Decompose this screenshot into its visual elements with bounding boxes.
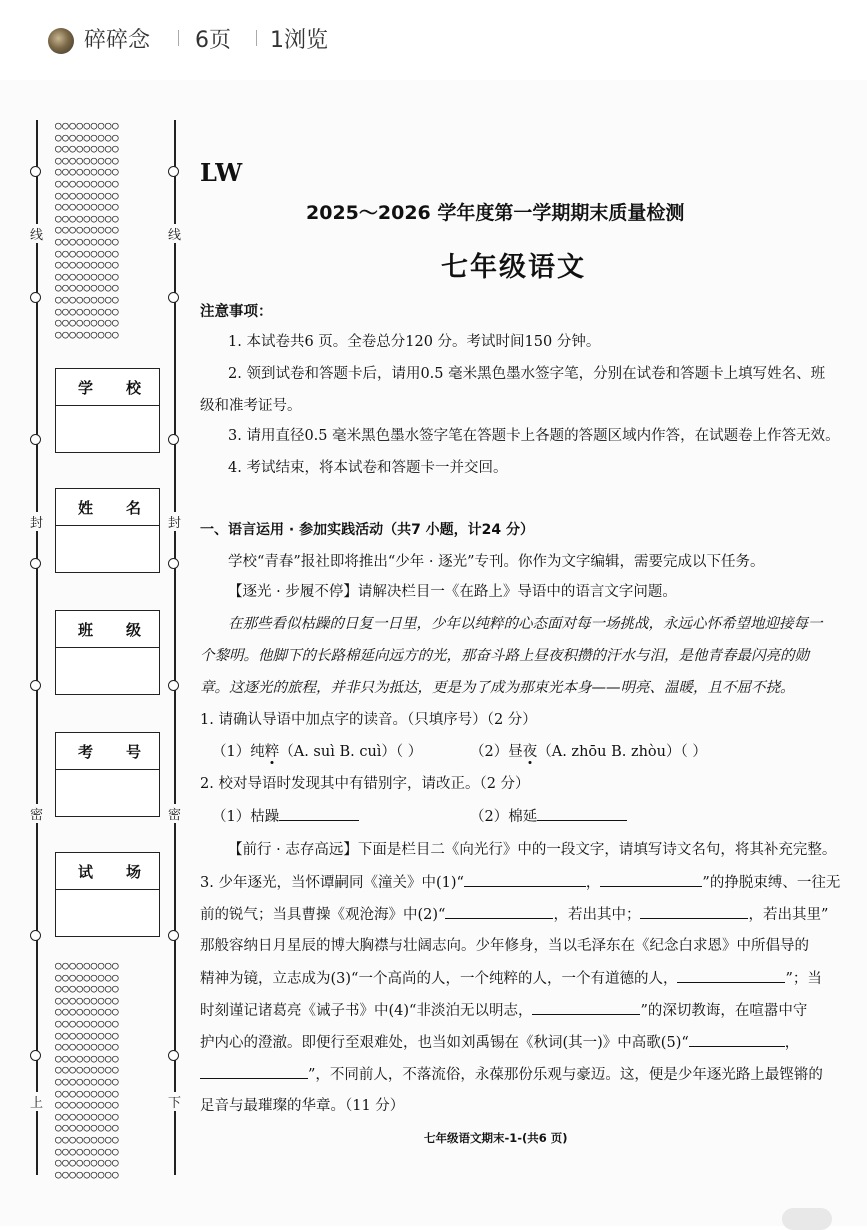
answer-blank[interactable] — [640, 904, 748, 919]
line-label-right: 线 — [168, 224, 181, 243]
q-text: ”的深切教诲，在喧嚣中守 — [640, 1003, 808, 1019]
q-text: （1）纯 — [212, 744, 265, 760]
q-text: 护内心的澄澈。即便行至艰难处，也当如刘禹锡在《秋词(其一)》中高歌(5)“ — [200, 1035, 689, 1051]
binding-circle — [168, 292, 179, 303]
exam-room-box — [55, 852, 160, 937]
answer-blank[interactable] — [464, 872, 586, 887]
subject-title: 七年级语文 — [441, 252, 586, 283]
question-2-part-2 — [470, 806, 627, 827]
field-label: 姓 — [78, 498, 94, 517]
notice-item: 级和准考证号。 — [200, 398, 302, 414]
task-heading: 【逐光 · 步履不停】请解决栏目一《在路上》导语中的语言文字问题。 — [228, 584, 677, 600]
binding-line-left — [36, 120, 38, 1175]
passage-line: 个黎明。他脚下的长路棉延向远方的光，那奋斗路上昼夜积攒的汗水与泪，是他青春最闪亮的勋 — [200, 648, 809, 664]
answer-blank[interactable] — [200, 1064, 308, 1079]
binding-circle — [30, 558, 41, 569]
q-text: 时刻谨记诸葛亮《诫子书》中(4)“非淡泊无以明志， — [200, 1003, 533, 1019]
field-label: 班 — [78, 620, 94, 639]
question-1-part-2 — [470, 742, 707, 762]
divider — [256, 30, 257, 46]
binding-line-right — [174, 120, 176, 1175]
question-3-line — [200, 1064, 823, 1085]
q-text: 精神为镜，立志成为(3)“一个高尚的人，一个纯粹的人，一个有道德的人， — [200, 971, 678, 987]
q-text: ，若出其里” — [748, 907, 829, 923]
answer-blank[interactable] — [532, 1000, 640, 1015]
q-text: ”的挣脱束缚、一往无 — [702, 875, 841, 891]
view-count: 1浏览 — [270, 28, 328, 53]
dot-pattern-bottom: ○○○○○○○○○ ○○○○○○○○○ ○○○○○○○○○ ○○○○○○○○○ ○○○○○○○○○ ○○○○○○○○○ ○○○○○○○○○ ○○○○○○○○○ ○○○○○○○○○ ○○○○○○○○○ ○○○○○○○○○ ○○○○○○○○○ ○○○○○○○○○ ○○○○○○○○○ ○○○○○○○○○ ○○○○○○○○○ ○○○○○○○○○ ○○○○○○○○○ ○○○○○○○○○ — [55, 959, 120, 1181]
q-text: 前的锐气；当具曹操《观沧海》中(2)“ — [200, 907, 446, 923]
exam-number-box — [55, 732, 160, 817]
answer-blank[interactable] — [279, 806, 359, 821]
q-text: 3. 少年逐光，当怀谭嗣同《潼关》中(1)“ — [200, 875, 464, 891]
exam-room-input[interactable] — [56, 890, 159, 936]
question-3-line — [200, 936, 809, 956]
seal-label-left: 封 — [30, 512, 43, 531]
q-text: 足音与最璀璨的华章。（11 分） — [200, 1098, 405, 1114]
question-1-part-1 — [212, 742, 422, 762]
answer-blank[interactable] — [677, 968, 785, 983]
exam-number-input[interactable] — [56, 770, 159, 816]
class-input[interactable] — [56, 648, 159, 694]
up-label: 上 — [30, 1092, 43, 1111]
question-2-part-1 — [212, 806, 359, 827]
q-text: 那般容纳日月星辰的博大胸襟与壮阔志向。少年修身，当以毛泽东在《纪念白求恩》中所倡导的 — [200, 938, 809, 954]
line-label-left: 线 — [30, 224, 43, 243]
question-3-line — [200, 904, 828, 925]
q-text: ”，不同前人，不落流俗，永葆那份乐观与豪迈。这，便是少年逐光路上最铿锵的 — [308, 1067, 823, 1083]
question-3-line — [200, 872, 840, 893]
question-2: 2. 校对导语时发现其中有错别字，请改正。（2 分） — [200, 776, 530, 792]
divider — [178, 30, 179, 46]
user-name[interactable]: 碎碎念 — [84, 28, 151, 53]
binding-circle — [30, 292, 41, 303]
question-3-line — [200, 968, 822, 989]
answer-blank[interactable] — [600, 872, 702, 887]
field-label: 考 — [78, 742, 94, 761]
q-text: （2）棉延 — [470, 809, 538, 825]
question-3-line — [200, 1096, 404, 1116]
down-label: 下 — [168, 1092, 181, 1111]
secret-label-left: 密 — [30, 804, 43, 823]
page-count: 6页 — [195, 28, 231, 53]
dot-pattern-top: ○○○○○○○○○ ○○○○○○○○○ ○○○○○○○○○ ○○○○○○○○○ ○○○○○○○○○ ○○○○○○○○○ ○○○○○○○○○ ○○○○○○○○○ ○○○○○○○○○ ○○○○○○○○○ ○○○○○○○○○ ○○○○○○○○○ ○○○○○○○○○ ○○○○○○○○○ ○○○○○○○○○ ○○○○○○○○○ ○○○○○○○○○ ○○○○○○○○○ ○○○○○○○○○ — [55, 119, 120, 341]
exam-title: 2025～2026 学年度第一学期期末质量检测 — [306, 202, 685, 224]
q-text: ， — [784, 1035, 800, 1051]
passage-line: 在那些看似枯躁的日复一日里，少年以纯粹的心态面对每一场挑战，永远心怀希望地迎接每一 — [228, 616, 823, 632]
binding-circle — [30, 166, 41, 177]
notice-item: 2. 领到试卷和答题卡后，请用0.5 毫米黑色墨水签字笔，分别在试卷和答题卡上填写姓名、班 — [228, 366, 826, 382]
binding-circle — [168, 166, 179, 177]
binding-circle — [30, 1050, 41, 1061]
binding-circle — [168, 558, 179, 569]
page-footer: 七年级语文期末-1-(共6 页) — [424, 1131, 568, 1145]
dotted-char: 粹 — [264, 744, 280, 760]
q-text: ， — [585, 875, 601, 891]
field-label: 号 — [125, 742, 141, 761]
intro-text: 学校“青春”报社即将推出“少年 · 逐光”专刊。你作为文字编辑，需要完成以下任务。 — [228, 554, 765, 570]
binding-circle — [30, 434, 41, 445]
q-text: （1）枯躁 — [212, 809, 280, 825]
name-box — [55, 488, 160, 573]
field-label: 试 — [78, 862, 94, 881]
question-3-line — [200, 1000, 807, 1021]
floating-button[interactable] — [782, 1208, 832, 1230]
question-1: 1. 请确认导语中加点字的读音。（只填序号）（2 分） — [200, 712, 537, 728]
binding-circle — [30, 930, 41, 941]
q-text: （2）昼 — [470, 744, 523, 760]
question-3-line — [200, 1032, 799, 1053]
answer-blank[interactable] — [537, 806, 627, 821]
notice-item: 3. 请用直径0.5 毫米黑色墨水签字笔在答题卡上各题的答题区域内作答，在试题卷上作答无效。 — [228, 428, 840, 444]
answer-blank[interactable] — [689, 1032, 785, 1047]
q-text: ，若出其中； — [553, 907, 641, 923]
binding-circle — [30, 680, 41, 691]
notice-item: 4. 考试结束，将本试卷和答题卡一并交回。 — [228, 460, 508, 476]
exam-paper — [0, 80, 867, 1226]
answer-blank[interactable] — [445, 904, 553, 919]
q-text[interactable]: （A. suì B. cuì）（ ） — [279, 744, 423, 760]
secret-label-right: 密 — [168, 804, 181, 823]
q-text: ”；当 — [785, 971, 822, 987]
notice-heading: 注意事项： — [200, 304, 273, 320]
school-box — [55, 368, 160, 453]
field-label: 场 — [125, 862, 141, 881]
app-bar — [0, 0, 867, 78]
section-heading: 一、语言运用 · 参加实践活动（共7 小题，计24 分） — [200, 522, 535, 538]
dotted-char: 夜 — [522, 744, 538, 760]
field-label: 学 — [78, 378, 94, 397]
school-input[interactable] — [56, 406, 159, 452]
task-heading: 【前行 · 志存高远】下面是栏目二《向光行》中的一段文字，请填写诗文名句，将其补充完整。 — [228, 842, 837, 858]
field-label: 名 — [125, 498, 141, 517]
binding-circle — [168, 434, 179, 445]
q-text[interactable]: （A. zhōu B. zhòu）（ ） — [537, 744, 707, 760]
avatar-icon[interactable] — [48, 28, 74, 54]
field-label: 校 — [125, 378, 141, 397]
paper-code: LW — [200, 158, 243, 187]
field-label: 级 — [125, 620, 141, 639]
binding-circle — [168, 680, 179, 691]
name-input[interactable] — [56, 526, 159, 572]
passage-line: 章。这逐光的旅程，并非只为抵达，更是为了成为那束光本身——明亮、温暖，且不屈不挠。 — [200, 680, 795, 696]
notice-item: 1. 本试卷共6 页。全卷总分120 分。考试时间150 分钟。 — [228, 334, 601, 350]
class-box — [55, 610, 160, 695]
seal-label-right: 封 — [168, 512, 181, 531]
binding-circle — [168, 930, 179, 941]
binding-circle — [168, 1050, 179, 1061]
